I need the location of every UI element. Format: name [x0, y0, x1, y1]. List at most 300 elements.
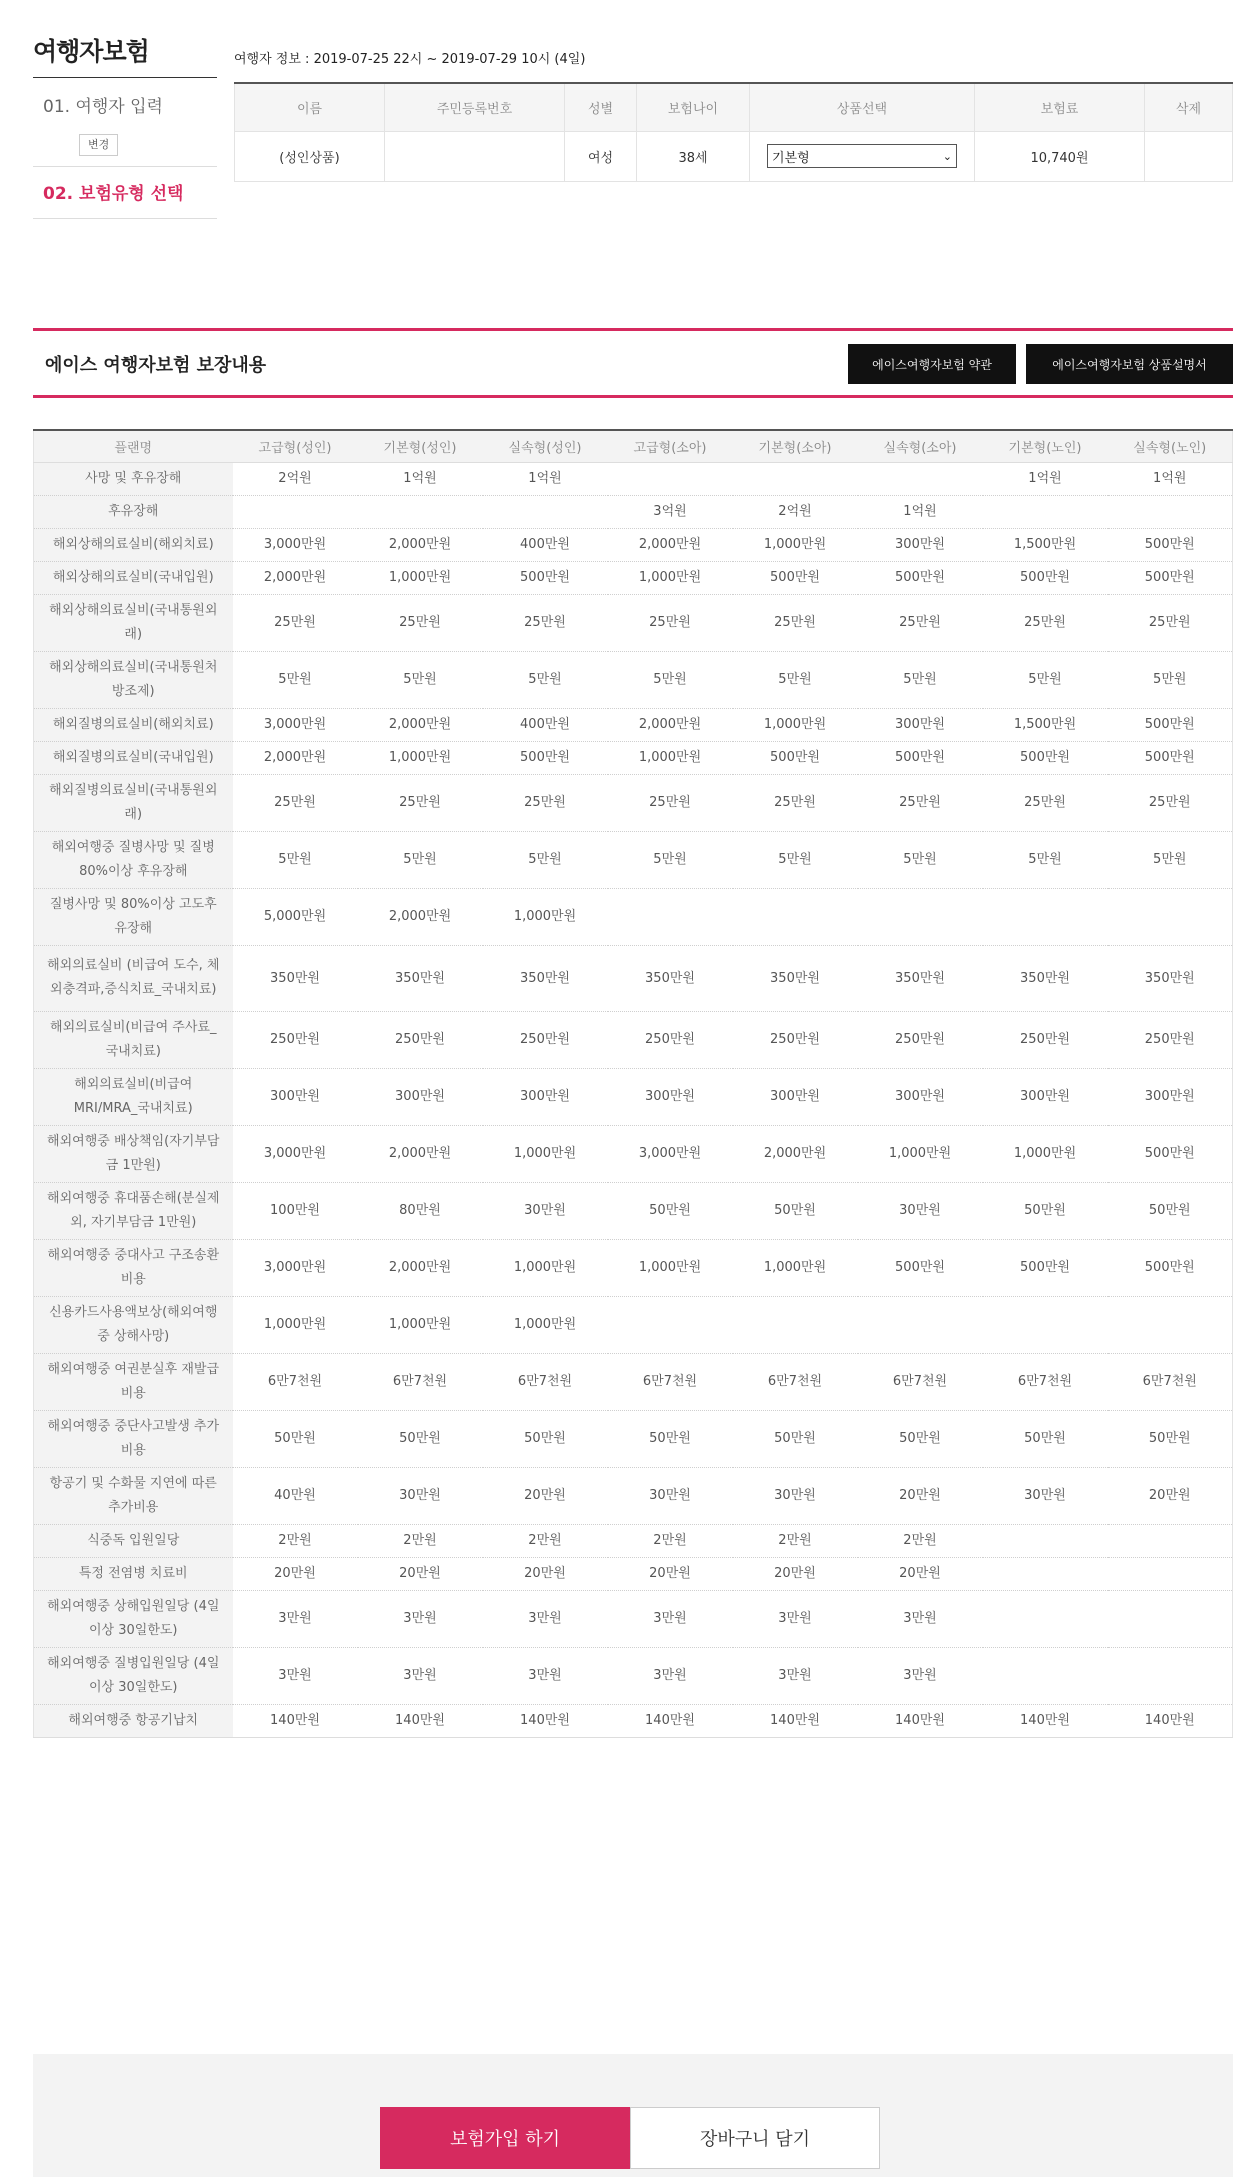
coverage-value	[1108, 888, 1233, 945]
table-row	[34, 528, 1233, 561]
coverage-value: 500만원	[983, 561, 1108, 594]
coverage-value: 250만원	[233, 1011, 358, 1068]
coverage-value: 300만원	[358, 1068, 483, 1125]
coverage-value: 50만원	[733, 1410, 858, 1467]
coverage-value: 250만원	[983, 1011, 1108, 1068]
coverage-value	[608, 888, 733, 945]
coverage-value: 2,000만원	[733, 1125, 858, 1182]
table-row	[34, 561, 1233, 594]
coverage-item-name: 해외상해의료실비(국내통원처방조제)	[34, 651, 233, 708]
table-row	[34, 741, 1233, 774]
coverage-value: 3만원	[233, 1647, 358, 1704]
coverage-value: 350만원	[1108, 945, 1233, 1011]
coverage-value: 250만원	[858, 1011, 983, 1068]
step-traveler-input	[33, 78, 217, 167]
coverage-value	[608, 462, 733, 495]
coverage-value: 140만원	[733, 1704, 858, 1737]
coverage-value: 3억원	[608, 495, 733, 528]
coverage-value	[733, 1296, 858, 1353]
coverage-value: 3,000만원	[233, 1125, 358, 1182]
coverage-item-name: 해외여행중 질병사망 및 질병80%이상 후유장해	[34, 831, 233, 888]
coverage-value: 2만원	[358, 1524, 483, 1557]
coverage-item-name: 식중독 입원일당	[34, 1524, 233, 1557]
coverage-value	[483, 495, 608, 528]
column-header: 고급형(성인)	[233, 430, 358, 462]
plan-select-cell	[750, 131, 975, 181]
coverage-value: 5만원	[233, 831, 358, 888]
coverage-value: 3,000만원	[608, 1125, 733, 1182]
coverage-item-name: 해외질병의료실비(국내통원외래)	[34, 774, 233, 831]
coverage-value: 1,000만원	[733, 708, 858, 741]
coverage-value: 20만원	[483, 1557, 608, 1590]
coverage-value: 25만원	[483, 594, 608, 651]
table-row	[34, 1410, 1233, 1467]
coverage-value: 3만원	[483, 1647, 608, 1704]
table-row	[34, 1182, 1233, 1239]
coverage-value: 30만원	[858, 1182, 983, 1239]
coverage-item-name: 특정 전염병 치료비	[34, 1557, 233, 1590]
plan-select-value: 기본형	[772, 150, 810, 166]
coverage-value: 400만원	[483, 528, 608, 561]
coverage-value: 3만원	[358, 1590, 483, 1647]
coverage-value: 500만원	[983, 741, 1108, 774]
coverage-item-name: 사망 및 후유장해	[34, 462, 233, 495]
header-name: 이름	[235, 83, 385, 131]
coverage-value: 1,000만원	[608, 741, 733, 774]
coverage-value: 300만원	[1108, 1068, 1233, 1125]
table-row	[34, 1296, 1233, 1353]
header-plan: 상품선택	[750, 83, 975, 131]
coverage-item-name: 해외질병의료실비(해외치료)	[34, 708, 233, 741]
coverage-value: 140만원	[983, 1704, 1108, 1737]
coverage-item-name: 해외의료실비(비급여 MRI/MRA_국내치료)	[34, 1068, 233, 1125]
coverage-value: 3만원	[733, 1647, 858, 1704]
coverage-value: 25만원	[608, 594, 733, 651]
coverage-value: 3만원	[483, 1590, 608, 1647]
coverage-value: 40만원	[233, 1467, 358, 1524]
coverage-value: 30만원	[733, 1467, 858, 1524]
terms-button[interactable]: 에이스여행자보험 약관	[848, 344, 1016, 384]
coverage-value: 5만원	[608, 651, 733, 708]
sidebar	[33, 32, 217, 219]
header-age: 보험나이	[637, 83, 750, 131]
coverage-value: 5만원	[1108, 831, 1233, 888]
coverage-value: 3만원	[858, 1647, 983, 1704]
coverage-value: 300만원	[858, 708, 983, 741]
table-row	[34, 1647, 1233, 1704]
coverage-header	[33, 328, 1233, 398]
coverage-value: 50만원	[483, 1410, 608, 1467]
coverage-item-name: 해외상해의료실비(해외치료)	[34, 528, 233, 561]
coverage-value: 1,000만원	[733, 528, 858, 561]
coverage-value: 2만원	[483, 1524, 608, 1557]
coverage-value	[1108, 1524, 1233, 1557]
coverage-value: 250만원	[358, 1011, 483, 1068]
coverage-item-name: 해외의료실비 (비급여 도수, 체외충격파,증식치료_국내치료)	[34, 945, 233, 1011]
coverage-value: 3만원	[858, 1590, 983, 1647]
coverage-value: 1,500만원	[983, 528, 1108, 561]
change-button[interactable]: 변경	[79, 134, 118, 156]
table-row	[34, 594, 1233, 651]
coverage-value: 3만원	[233, 1590, 358, 1647]
coverage-value: 50만원	[608, 1182, 733, 1239]
coverage-value: 25만원	[608, 774, 733, 831]
coverage-value: 1,000만원	[483, 1125, 608, 1182]
table-row	[34, 651, 1233, 708]
coverage-value	[233, 495, 358, 528]
chevron-down-icon: ⌄	[942, 149, 952, 163]
coverage-value	[983, 1557, 1108, 1590]
coverage-value: 500만원	[1108, 741, 1233, 774]
coverage-value: 5만원	[733, 831, 858, 888]
page-title: 여행자보험	[33, 32, 217, 78]
coverage-value: 350만원	[858, 945, 983, 1011]
coverage-value: 300만원	[483, 1068, 608, 1125]
coverage-value: 5만원	[483, 831, 608, 888]
coverage-value: 350만원	[358, 945, 483, 1011]
table-row	[34, 1590, 1233, 1647]
table-row	[34, 774, 1233, 831]
coverage-value	[983, 1524, 1108, 1557]
coverage-body	[34, 462, 1233, 1737]
coverage-value: 140만원	[483, 1704, 608, 1737]
coverage-value: 30만원	[983, 1467, 1108, 1524]
coverage-item-name: 해외질병의료실비(국내입원)	[34, 741, 233, 774]
coverage-value: 3만원	[733, 1590, 858, 1647]
coverage-value	[1108, 1557, 1233, 1590]
coverage-value: 2,000만원	[358, 888, 483, 945]
coverage-item-name: 해외의료실비(비급여 주사료_국내치료)	[34, 1011, 233, 1068]
step2-label: 02. 보험유형 선택	[43, 184, 184, 204]
coverage-value: 2,000만원	[233, 561, 358, 594]
plan-select[interactable]	[767, 144, 957, 168]
coverage-value: 1억원	[483, 462, 608, 495]
coverage-value: 1억원	[858, 495, 983, 528]
coverage-item-name: 해외여행중 상해입원일당 (4일이상 30일한도)	[34, 1590, 233, 1647]
coverage-value: 5,000만원	[233, 888, 358, 945]
coverage-item-name: 해외상해의료실비(국내입원)	[34, 561, 233, 594]
coverage-value: 2,000만원	[358, 1239, 483, 1296]
coverage-value: 25만원	[233, 594, 358, 651]
coverage-value: 6만7천원	[358, 1353, 483, 1410]
coverage-value: 50만원	[233, 1410, 358, 1467]
table-row	[34, 1125, 1233, 1182]
coverage-value: 1,000만원	[608, 561, 733, 594]
coverage-value: 25만원	[483, 774, 608, 831]
coverage-value: 1,000만원	[358, 561, 483, 594]
coverage-value: 2억원	[233, 462, 358, 495]
step-plan-select	[33, 167, 217, 219]
table-row	[34, 1704, 1233, 1737]
coverage-value: 2,000만원	[233, 741, 358, 774]
coverage-value: 140만원	[858, 1704, 983, 1737]
header-delete: 삭제	[1145, 83, 1233, 131]
coverage-value: 20만원	[733, 1557, 858, 1590]
coverage-value: 25만원	[858, 774, 983, 831]
coverage-value	[983, 1296, 1108, 1353]
column-header-plan-name: 플랜명	[34, 430, 233, 462]
table-row	[34, 1557, 1233, 1590]
coverage-value: 1억원	[983, 462, 1108, 495]
coverage-value: 2만원	[233, 1524, 358, 1557]
traveler-table	[234, 82, 1233, 182]
coverage-value: 6만7천원	[983, 1353, 1108, 1410]
coverage-value: 300만원	[733, 1068, 858, 1125]
coverage-value: 250만원	[1108, 1011, 1233, 1068]
coverage-value: 3만원	[608, 1647, 733, 1704]
coverage-item-name: 해외여행중 질병입원일당 (4일이상 30일한도)	[34, 1647, 233, 1704]
traveler-ssn	[385, 131, 565, 181]
coverage-value: 6만7천원	[608, 1353, 733, 1410]
coverage-value: 2,000만원	[608, 708, 733, 741]
coverage-value: 80만원	[358, 1182, 483, 1239]
coverage-value: 500만원	[483, 741, 608, 774]
coverage-value: 2,000만원	[358, 1125, 483, 1182]
coverage-value: 20만원	[1108, 1467, 1233, 1524]
coverage-value: 350만원	[983, 945, 1108, 1011]
coverage-value: 300만원	[858, 528, 983, 561]
coverage-value: 5만원	[608, 831, 733, 888]
coverage-value: 250만원	[483, 1011, 608, 1068]
coverage-value: 50만원	[1108, 1182, 1233, 1239]
coverage-value: 400만원	[483, 708, 608, 741]
coverage-value	[1108, 1590, 1233, 1647]
coverage-value: 500만원	[858, 741, 983, 774]
table-row	[34, 1068, 1233, 1125]
coverage-value: 500만원	[858, 1239, 983, 1296]
coverage-value: 6만7천원	[858, 1353, 983, 1410]
coverage-value: 1,000만원	[983, 1125, 1108, 1182]
coverage-value: 25만원	[1108, 594, 1233, 651]
coverage-value: 300만원	[858, 1068, 983, 1125]
coverage-value: 350만원	[733, 945, 858, 1011]
coverage-value	[983, 495, 1108, 528]
column-header: 기본형(소아)	[733, 430, 858, 462]
coverage-item-name: 해외여행중 항공기납치	[34, 1704, 233, 1737]
coverage-value: 500만원	[1108, 561, 1233, 594]
header-gender: 성별	[565, 83, 637, 131]
coverage-value: 140만원	[233, 1704, 358, 1737]
coverage-item-name: 해외여행중 배상책임(자기부담금 1만원)	[34, 1125, 233, 1182]
coverage-value	[733, 462, 858, 495]
coverage-value: 25만원	[858, 594, 983, 651]
coverage-value: 50만원	[983, 1182, 1108, 1239]
header-ssn: 주민등록번호	[385, 83, 565, 131]
coverage-value: 3만원	[358, 1647, 483, 1704]
coverage-value: 25만원	[733, 774, 858, 831]
coverage-value: 50만원	[358, 1410, 483, 1467]
coverage-value: 25만원	[233, 774, 358, 831]
coverage-value: 20만원	[358, 1557, 483, 1590]
coverage-value: 6만7천원	[483, 1353, 608, 1410]
coverage-item-name: 신용카드사용액보상(해외여행중 상해사망)	[34, 1296, 233, 1353]
coverage-value: 350만원	[608, 945, 733, 1011]
coverage-value	[858, 888, 983, 945]
traveler-info: 여행자 정보 : 2019-07-25 22시 ~ 2019-07-29 10시 (4일)	[234, 52, 586, 67]
coverage-value: 350만원	[233, 945, 358, 1011]
coverage-value: 5만원	[733, 651, 858, 708]
coverage-value: 250만원	[733, 1011, 858, 1068]
column-header: 실속형(소아)	[858, 430, 983, 462]
coverage-value: 300만원	[608, 1068, 733, 1125]
coverage-value: 25만원	[358, 774, 483, 831]
coverage-value	[733, 888, 858, 945]
table-row	[34, 495, 1233, 528]
table-row	[34, 1524, 1233, 1557]
coverage-value	[858, 1296, 983, 1353]
table-row	[34, 708, 1233, 741]
coverage-item-name: 해외여행중 여권분실후 재발급비용	[34, 1353, 233, 1410]
coverage-value: 5만원	[233, 651, 358, 708]
product-description-button[interactable]: 에이스여행자보험 상품설명서	[1026, 344, 1233, 384]
table-row	[34, 888, 1233, 945]
traveler-delete	[1145, 131, 1233, 181]
coverage-value: 6만7천원	[733, 1353, 858, 1410]
column-header: 실속형(성인)	[483, 430, 608, 462]
action-bar	[33, 2054, 1233, 2177]
coverage-value: 500만원	[983, 1239, 1108, 1296]
coverage-value	[1108, 1296, 1233, 1353]
coverage-value: 500만원	[733, 561, 858, 594]
coverage-value: 250만원	[608, 1011, 733, 1068]
header-premium: 보험료	[975, 83, 1145, 131]
coverage-value: 500만원	[858, 561, 983, 594]
coverage-value: 2만원	[858, 1524, 983, 1557]
coverage-value: 500만원	[1108, 1125, 1233, 1182]
coverage-value: 1억원	[1108, 462, 1233, 495]
coverage-value: 1,000만원	[233, 1296, 358, 1353]
coverage-title: 에이스 여행자보험 보장내용	[45, 355, 267, 376]
coverage-value: 1,000만원	[858, 1125, 983, 1182]
coverage-value: 1억원	[358, 462, 483, 495]
coverage-item-name: 해외상해의료실비(국내통원외래)	[34, 594, 233, 651]
coverage-value: 30만원	[608, 1467, 733, 1524]
table-row	[34, 1239, 1233, 1296]
step1-label: 01. 여행자 입력	[43, 97, 163, 117]
coverage-item-name: 해외여행중 휴대품손해(분실제외, 자기부담금 1만원)	[34, 1182, 233, 1239]
column-header: 실속형(노인)	[1108, 430, 1233, 462]
coverage-value: 25만원	[358, 594, 483, 651]
coverage-value: 20만원	[608, 1557, 733, 1590]
coverage-value: 3,000만원	[233, 1239, 358, 1296]
coverage-value: 500만원	[1108, 708, 1233, 741]
coverage-table	[33, 429, 1233, 1738]
coverage-value: 500만원	[1108, 1239, 1233, 1296]
column-header: 기본형(성인)	[358, 430, 483, 462]
table-row	[34, 1353, 1233, 1410]
coverage-header-row	[34, 430, 1233, 462]
coverage-item-name: 후유장해	[34, 495, 233, 528]
traveler-gender: 여성	[565, 131, 637, 181]
coverage-value: 1,000만원	[483, 888, 608, 945]
coverage-value: 1,000만원	[483, 1296, 608, 1353]
coverage-item-name: 질병사망 및 80%이상 고도후유장해	[34, 888, 233, 945]
coverage-value: 25만원	[1108, 774, 1233, 831]
table-row	[34, 1467, 1233, 1524]
coverage-value: 20만원	[858, 1467, 983, 1524]
coverage-value: 140만원	[608, 1704, 733, 1737]
coverage-value: 5만원	[358, 651, 483, 708]
coverage-value: 350만원	[483, 945, 608, 1011]
coverage-value	[1108, 1647, 1233, 1704]
coverage-value: 50만원	[858, 1410, 983, 1467]
coverage-value: 140만원	[358, 1704, 483, 1737]
coverage-value	[358, 495, 483, 528]
coverage-value: 140만원	[1108, 1704, 1233, 1737]
coverage-value	[983, 888, 1108, 945]
coverage-value: 1,000만원	[358, 741, 483, 774]
coverage-value: 300만원	[983, 1068, 1108, 1125]
table-row	[34, 1011, 1233, 1068]
traveler-header-row	[235, 83, 1233, 131]
coverage-value: 5만원	[483, 651, 608, 708]
coverage-value: 50만원	[608, 1410, 733, 1467]
add-to-cart-button[interactable]: 장바구니 담기	[630, 2107, 880, 2169]
coverage-value: 6만7천원	[1108, 1353, 1233, 1410]
coverage-value: 3,000만원	[233, 708, 358, 741]
traveler-name: (성인상품)	[235, 131, 385, 181]
coverage-value: 3,000만원	[233, 528, 358, 561]
coverage-item-name: 해외여행중 중단사고발생 추가비용	[34, 1410, 233, 1467]
coverage-value: 25만원	[733, 594, 858, 651]
coverage-value: 30만원	[483, 1182, 608, 1239]
coverage-value: 2만원	[733, 1524, 858, 1557]
coverage-value: 5만원	[983, 831, 1108, 888]
coverage-value: 2,000만원	[608, 528, 733, 561]
coverage-value	[1108, 495, 1233, 528]
column-header: 기본형(노인)	[983, 430, 1108, 462]
coverage-value: 20만원	[233, 1557, 358, 1590]
table-row	[34, 945, 1233, 1011]
coverage-value: 50만원	[983, 1410, 1108, 1467]
coverage-value: 5만원	[858, 651, 983, 708]
coverage-value: 20만원	[858, 1557, 983, 1590]
coverage-value: 1,000만원	[358, 1296, 483, 1353]
coverage-value: 1,500만원	[983, 708, 1108, 741]
coverage-value: 1,000만원	[733, 1239, 858, 1296]
coverage-value	[858, 462, 983, 495]
column-header: 고급형(소아)	[608, 430, 733, 462]
coverage-value: 3만원	[608, 1590, 733, 1647]
traveler-premium: 10,740원	[975, 131, 1145, 181]
coverage-value: 5만원	[358, 831, 483, 888]
coverage-value: 25만원	[983, 774, 1108, 831]
coverage-value: 5만원	[1108, 651, 1233, 708]
coverage-value: 50만원	[1108, 1410, 1233, 1467]
coverage-value: 5만원	[858, 831, 983, 888]
coverage-value: 6만7천원	[233, 1353, 358, 1410]
coverage-value: 300만원	[233, 1068, 358, 1125]
coverage-value: 2,000만원	[358, 708, 483, 741]
coverage-value: 2만원	[608, 1524, 733, 1557]
join-insurance-button[interactable]: 보험가입 하기	[380, 2107, 630, 2169]
coverage-value: 30만원	[358, 1467, 483, 1524]
coverage-value: 5만원	[983, 651, 1108, 708]
table-row	[34, 462, 1233, 495]
coverage-item-name: 항공기 및 수화물 지연에 따른 추가비용	[34, 1467, 233, 1524]
coverage-value: 2억원	[733, 495, 858, 528]
traveler-age: 38세	[637, 131, 750, 181]
coverage-item-name: 해외여행중 중대사고 구조송환비용	[34, 1239, 233, 1296]
coverage-value: 1,000만원	[608, 1239, 733, 1296]
coverage-value: 20만원	[483, 1467, 608, 1524]
coverage-value: 2,000만원	[358, 528, 483, 561]
traveler-row	[235, 131, 1233, 181]
coverage-value	[983, 1647, 1108, 1704]
coverage-value: 100만원	[233, 1182, 358, 1239]
coverage-value	[608, 1296, 733, 1353]
coverage-value	[983, 1590, 1108, 1647]
